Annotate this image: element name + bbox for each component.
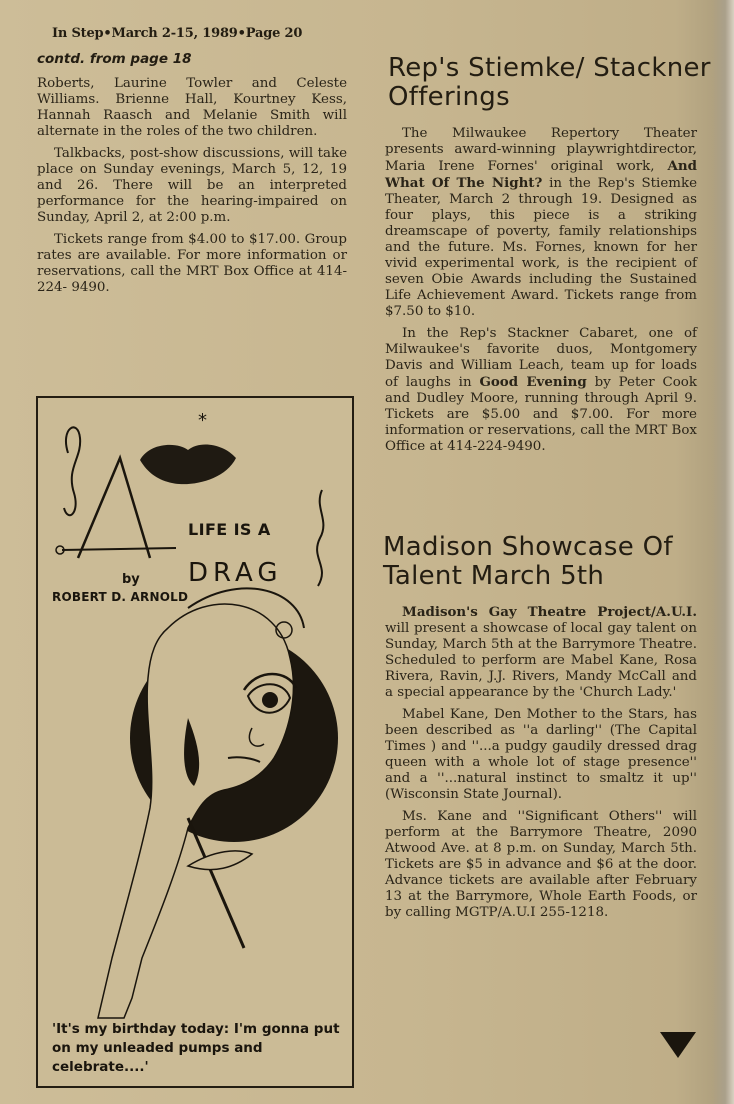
text-run: In the Rep's Stackner Cabaret, one of Milwaukee's favorite duos, Montgomery Davis and William Leach, team up for loads of laughs in: [385, 326, 697, 390]
paragraph: Mabel Kane, Den Mother to the Stars, has been described as ''a darling'' (The Capital Times ) and ''...a pudgy gaudily dressed drag queen with a whole lot of stage presence'' and a ''...natural instinct to smaltz it up'' (Wisconsin State Journal).: [385, 707, 697, 802]
article-headline: Madison Showcase Of Talent March 5th: [383, 532, 673, 591]
continued-from-label: contd. from page 18: [37, 51, 192, 67]
ad-by: by: [122, 572, 140, 587]
paragraph: Talkbacks, post-show discussions, will take place on Sunday evenings, March 5, 12, 19 and 26. There will be an interpreted performance for the hearing-impaired on Sunday, April 2, at 2:00 p.m.: [37, 146, 347, 225]
advertisement-box: [36, 396, 354, 1088]
article-body: [385, 604, 697, 927]
paragraph: [385, 326, 697, 455]
ad-title: LIFE IS A: [188, 520, 271, 539]
article-body: [385, 126, 697, 461]
text-run: The Milwaukee Repertory Theater presents award-winning playwrightdirector, Maria Irene Fornes' original work,: [385, 126, 697, 174]
paragraph: Roberts, Laurine Towler and Celeste Williams. Brienne Hall, Kourtney Kess, Hannah Raasch and Melanie Smith will alternate in the roles of the two children.: [37, 76, 347, 139]
continue-arrow-icon: [660, 1032, 696, 1058]
play-title: Good Evening: [479, 374, 587, 390]
text-run: in the Rep's Stiemke Theater, March 2 through 19. Designed as four plays, this piece is a striking dreamscape of poverty, family relationships and the future. Ms. Fornes, known for her vivid experimental work, is the recipient of seven Obie Awards including the Sustained Life Achievement Award. Tickets range from $7.50 to $10.: [385, 176, 697, 319]
page-edge: [712, 0, 734, 1104]
ad-author: ROBERT D. ARNOLD: [52, 590, 189, 604]
text-run: will present a showcase of local gay talent on Sunday, March 5th at the Barrymore Theatre. Scheduled to perform are Mabel Kane, Rosa Rivera, Ravin, J.J. Rivers, Mandy McCall and a special appearance by the 'Church Lady.': [385, 621, 697, 700]
play-title: And What Of The Night?: [385, 158, 697, 191]
paragraph: Tickets range from $4.00 to $17.00. Group rates are available. For more information or reservations, call the MRT Box Office at 414-224- 9490.: [37, 232, 347, 295]
ad-caption: 'It's my birthday today: I'm gonna put on my unleaded pumps and celebrate....': [52, 1021, 340, 1075]
article-headline: Rep's Stiemke/ Stackner Offerings: [388, 53, 711, 112]
paragraph: [385, 604, 697, 701]
ad-drag-word: DRAG: [188, 558, 283, 588]
svg-text:*: *: [198, 410, 207, 431]
organization-name: Madison's Gay Theatre Project/A.U.I.: [402, 604, 697, 620]
paragraph: Ms. Kane and ''Significant Others'' will perform at the Barrymore Theatre, 2090 Atwood Ave. at 8 p.m. on Sunday, March 5th. Tickets are $5 in advance and $6 at the door. Advance tickets are available after February 13 at the Barrymore, Whole Earth Foods, or by calling MGTP/A.U.I 255-1218.: [385, 809, 697, 920]
text-run: by Peter Cook and Dudley Moore, running through April 9. Tickets are $5.00 and $7.00. For more information or reservations, call the MRT Box Office at 414-224-9490.: [385, 375, 697, 454]
drag-queen-illustration: [38, 398, 352, 1086]
page-header: In Step•March 2-15, 1989•Page 20: [52, 26, 303, 41]
paragraph: [385, 126, 697, 320]
left-column: [37, 76, 347, 302]
